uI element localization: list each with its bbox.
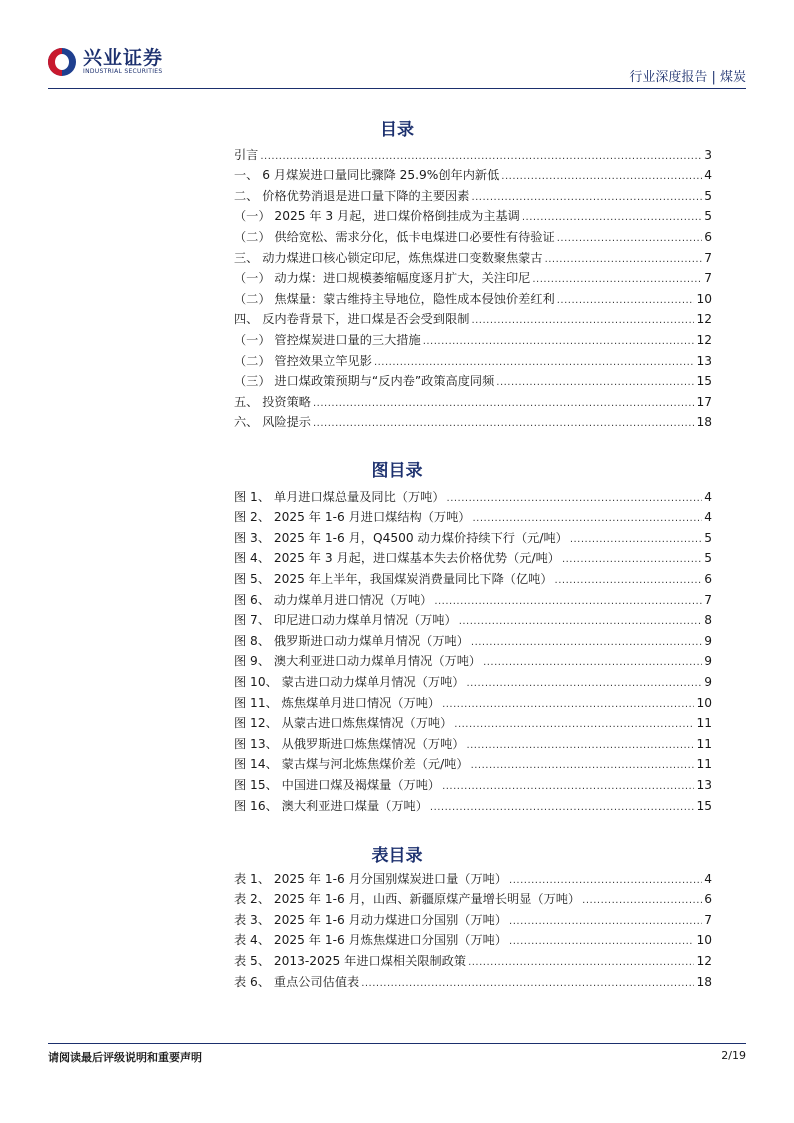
figure-entry[interactable] xyxy=(234,793,712,814)
figure-entry-page: 5 xyxy=(704,530,712,545)
figure-entry-label: 图 7、 印尼进口动力煤单月情况（万吨） xyxy=(234,613,457,628)
table-entry[interactable] xyxy=(234,887,712,908)
dot-leader xyxy=(483,656,702,669)
table-entry-label: 表 3、 2025 年 1-6 月动力煤进口分国别（万吨） xyxy=(234,912,508,927)
figure-entry[interactable] xyxy=(234,587,712,608)
logo-name-en: INDUSTRIAL SECURITIES xyxy=(83,68,163,75)
dot-leader xyxy=(532,273,702,286)
dot-leader xyxy=(570,533,702,546)
figure-entry-label: 图 5、 2025 年上半年，我国煤炭消费量同比下降（亿吨） xyxy=(234,571,553,586)
figure-entry-page: 4 xyxy=(704,510,712,525)
figures-list xyxy=(234,484,712,814)
dot-leader xyxy=(471,636,702,649)
figure-entry-label: 图 13、 从俄罗斯进口炼焦煤情况（万吨） xyxy=(234,736,465,751)
toc-entry-page: 17 xyxy=(696,394,712,409)
figure-entry[interactable] xyxy=(234,669,712,690)
toc-entry-label: 四、 反内卷背景下，进口煤是否会受到限制 xyxy=(234,312,470,327)
table-entry-page: 12 xyxy=(696,953,712,968)
dot-leader xyxy=(557,294,695,307)
toc-entry-label: 六、 风险提示 xyxy=(234,415,311,430)
footer-disclaimer: 请阅读最后评级说明和重要声明 xyxy=(48,1051,202,1064)
toc-entry-page: 18 xyxy=(696,415,712,430)
toc-entry-page: 7 xyxy=(704,250,712,265)
toc-entry[interactable] xyxy=(234,266,712,287)
figure-entry-page: 9 xyxy=(704,674,712,689)
table-entry-label: 表 1、 2025 年 1-6 月分国别煤炭进口量（万吨） xyxy=(234,871,508,886)
figure-entry[interactable] xyxy=(234,772,712,793)
toc-entry[interactable] xyxy=(234,348,712,369)
table-entry-page: 6 xyxy=(704,892,712,907)
dot-leader xyxy=(423,335,695,348)
dot-leader xyxy=(555,574,703,587)
company-logo xyxy=(48,48,163,76)
toc-entry-page: 4 xyxy=(704,168,712,183)
toc-entry-label: （一） 动力煤：进口规模萎缩幅度逐月扩大，关注印尼 xyxy=(234,271,531,286)
dot-leader xyxy=(472,512,702,525)
figure-entry-page: 9 xyxy=(704,654,712,669)
figure-entry-page: 9 xyxy=(704,633,712,648)
dot-leader xyxy=(471,191,702,204)
dot-leader xyxy=(522,211,702,224)
dot-leader xyxy=(582,894,702,907)
dot-leader xyxy=(459,615,703,628)
figure-entry[interactable] xyxy=(234,731,712,752)
figure-entry-page: 11 xyxy=(696,716,712,731)
figure-entry[interactable] xyxy=(234,690,712,711)
toc-entry-page: 6 xyxy=(704,229,712,244)
toc-entry-page: 15 xyxy=(696,374,712,389)
toc-list xyxy=(234,142,712,430)
toc-entry-label: （一） 2025 年 3 月起，进口煤价格倒挂成为主基调 xyxy=(234,209,520,224)
toc-entry-label: 五、 投资策略 xyxy=(234,394,311,409)
figure-entry-page: 7 xyxy=(704,592,712,607)
toc-entry[interactable] xyxy=(234,327,712,348)
toc-title: 目录 xyxy=(380,120,414,140)
dot-leader xyxy=(466,739,694,752)
toc-entry-label: 三、 动力煤进口核心锁定印尼，炼焦煤进口变数聚焦蒙古 xyxy=(234,250,543,265)
toc-entry[interactable] xyxy=(234,183,712,204)
toc-entry-label: （三） 进口煤政策预期与“反内卷”政策高度同频 xyxy=(234,374,495,389)
toc-entry-page: 7 xyxy=(704,271,712,286)
table-entry-page: 18 xyxy=(696,974,712,989)
toc-entry[interactable] xyxy=(234,245,712,266)
figure-entry[interactable] xyxy=(234,546,712,567)
figure-entry-label: 图 14、 蒙古煤与河北炼焦煤价差（元/吨） xyxy=(234,757,469,772)
table-entry-page: 4 xyxy=(704,871,712,886)
dot-leader xyxy=(471,759,695,772)
toc-entry-label: （一） 管控煤炭进口量的三大措施 xyxy=(234,332,421,347)
report-type: 行业深度报告 | 煤炭 xyxy=(629,70,746,85)
table-entry[interactable] xyxy=(234,948,712,969)
toc-entry[interactable] xyxy=(234,410,712,431)
tables-title: 表目录 xyxy=(371,846,423,866)
figure-entry[interactable] xyxy=(234,608,712,629)
figure-entry-page: 11 xyxy=(696,757,712,772)
dot-leader xyxy=(454,718,694,731)
figure-entry-page: 5 xyxy=(704,551,712,566)
toc-entry-page: 5 xyxy=(704,188,712,203)
table-entry-label: 表 2、 2025 年 1-6 月，山西、新疆原煤产量增长明显（万吨） xyxy=(234,892,581,907)
toc-entry-label: 引言 xyxy=(234,147,259,162)
toc-entry-page: 12 xyxy=(696,332,712,347)
figure-entry-label: 图 12、 从蒙古进口炼焦煤情况（万吨） xyxy=(234,716,453,731)
table-entry[interactable] xyxy=(234,969,712,990)
figure-entry[interactable] xyxy=(234,711,712,732)
table-entry-label: 表 6、 重点公司估值表 xyxy=(234,974,360,989)
toc-entry[interactable] xyxy=(234,163,712,184)
dot-leader xyxy=(557,232,702,245)
figure-entry-label: 图 11、 炼焦煤单月进口情况（万吨） xyxy=(234,695,441,710)
toc-entry-page: 3 xyxy=(704,147,712,162)
dot-leader xyxy=(447,492,703,505)
figure-entry-page: 13 xyxy=(696,777,712,792)
figure-entry-label: 图 2、 2025 年 1-6 月进口煤结构（万吨） xyxy=(234,510,471,525)
toc-entry[interactable] xyxy=(234,224,712,245)
dot-leader xyxy=(509,915,702,928)
header-divider xyxy=(48,88,746,89)
table-entry-page: 10 xyxy=(696,933,712,948)
figure-entry-page: 10 xyxy=(696,695,712,710)
figure-entry-label: 图 6、 动力煤单月进口情况（万吨） xyxy=(234,592,433,607)
toc-entry-label: （二） 焦煤量：蒙古维持主导地位，隐性成本侵蚀价差红利 xyxy=(234,291,555,306)
page-footer xyxy=(48,1043,746,1064)
figure-entry-label: 图 10、 蒙古进口动力煤单月情况（万吨） xyxy=(234,674,465,689)
page-header xyxy=(48,44,746,90)
tables-list xyxy=(234,866,712,990)
dot-leader xyxy=(434,595,702,608)
table-entry-page: 7 xyxy=(704,912,712,927)
logo-name-cn: 兴业证券 xyxy=(83,47,164,69)
dot-leader xyxy=(562,553,702,566)
toc-entry-label: 一、 6 月煤炭进口量同比骤降 25.9%创年内新低 xyxy=(234,168,500,183)
toc-entry-page: 12 xyxy=(696,312,712,327)
dot-leader xyxy=(442,780,694,793)
figure-entry-page: 6 xyxy=(704,571,712,586)
dot-leader xyxy=(509,935,694,948)
logo-icon xyxy=(48,48,76,76)
figure-entry-page: 4 xyxy=(704,489,712,504)
figure-entry-label: 图 3、 2025 年 1-6 月，Q4500 动力煤价持续下行（元/吨） xyxy=(234,530,568,545)
table-entry-label: 表 4、 2025 年 1-6 月炼焦煤进口分国别（万吨） xyxy=(234,933,508,948)
dot-leader xyxy=(361,977,694,990)
figure-entry-page: 11 xyxy=(696,736,712,751)
toc-entry[interactable] xyxy=(234,369,712,390)
dot-leader xyxy=(545,253,703,266)
table-entry[interactable] xyxy=(234,907,712,928)
dot-leader xyxy=(496,376,694,389)
figure-entry-label: 图 8、 俄罗斯进口动力煤单月情况（万吨） xyxy=(234,633,469,648)
table-entry[interactable] xyxy=(234,928,712,949)
page-number: 2/19 xyxy=(721,1049,746,1062)
toc-entry[interactable] xyxy=(234,307,712,328)
toc-entry-page: 13 xyxy=(696,353,712,368)
figure-entry[interactable] xyxy=(234,484,712,505)
dot-leader xyxy=(501,170,702,183)
figure-entry-label: 图 4、 2025 年 3 月起，进口煤基本失去价格优势（元/吨） xyxy=(234,551,560,566)
figure-entry-label: 图 9、 澳大利亚进口动力煤单月情况（万吨） xyxy=(234,654,482,669)
toc-entry-page: 5 xyxy=(704,209,712,224)
figure-entry-label: 图 16、 澳大利亚进口煤量（万吨） xyxy=(234,798,428,813)
figure-entry[interactable] xyxy=(234,628,712,649)
dot-leader xyxy=(313,417,694,430)
toc-entry[interactable] xyxy=(234,142,712,163)
figure-entry[interactable] xyxy=(234,752,712,773)
dot-leader xyxy=(466,677,702,690)
figure-entry[interactable] xyxy=(234,566,712,587)
toc-entry-label: （二） 管控效果立竿见影 xyxy=(234,353,372,368)
dot-leader xyxy=(509,874,702,887)
dot-leader xyxy=(313,397,694,410)
figure-entry-page: 15 xyxy=(696,798,712,813)
figure-entry[interactable] xyxy=(234,505,712,526)
toc-entry-label: 二、 价格优势消退是进口量下降的主要因素 xyxy=(234,188,470,203)
dot-leader xyxy=(468,956,694,969)
table-entry[interactable] xyxy=(234,866,712,887)
dot-leader xyxy=(471,314,694,327)
dot-leader xyxy=(442,698,694,711)
toc-entry-page: 10 xyxy=(696,291,712,306)
dot-leader xyxy=(430,801,695,814)
figures-title: 图目录 xyxy=(371,461,423,481)
figure-entry-page: 8 xyxy=(704,613,712,628)
toc-entry[interactable] xyxy=(234,389,712,410)
figure-entry-label: 图 1、 单月进口煤总量及同比（万吨） xyxy=(234,489,445,504)
figure-entry-label: 图 15、 中国进口煤及褐煤量（万吨） xyxy=(234,777,441,792)
toc-entry-label: （二） 供给宽松、需求分化，低卡电煤进口必要性有待验证 xyxy=(234,229,555,244)
figure-entry[interactable] xyxy=(234,649,712,670)
toc-entry[interactable] xyxy=(234,204,712,225)
toc-entry[interactable] xyxy=(234,286,712,307)
table-entry-label: 表 5、 2013-2025 年进口煤相关限制政策 xyxy=(234,953,467,968)
dot-leader xyxy=(260,150,702,163)
figure-entry[interactable] xyxy=(234,525,712,546)
dot-leader xyxy=(374,356,695,369)
footer-divider xyxy=(48,1043,746,1044)
